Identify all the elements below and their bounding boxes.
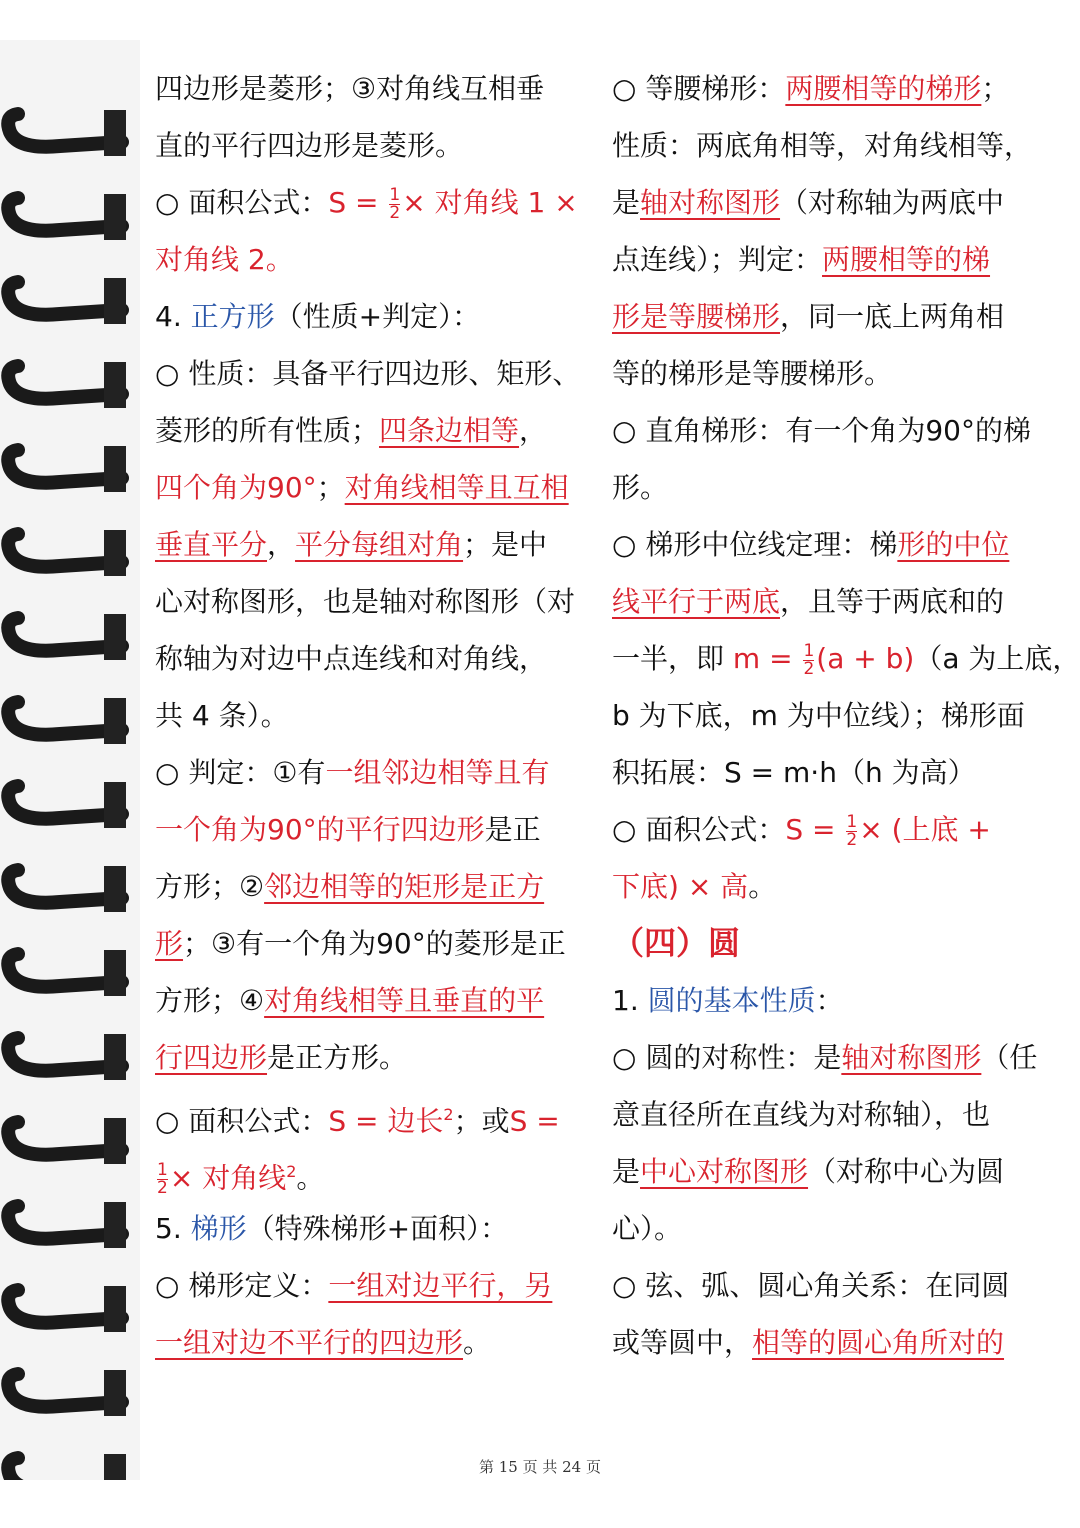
binding-hole (104, 1118, 126, 1164)
binding-hole (104, 362, 126, 408)
binding-hole (104, 782, 126, 828)
section-trapezoid-heading: 5. 梯形（特殊梯形+面积）： (155, 1212, 509, 1245)
page-footer: 第 15 页 共 24 页 (478, 1458, 601, 1476)
binding-hole (104, 1286, 126, 1332)
binding-hole (104, 110, 126, 156)
binding-hole (104, 1034, 126, 1080)
binding-hole (104, 278, 126, 324)
fraction-one-half: $\frac{1}{2}$ (803, 640, 815, 679)
fraction-one-half: $\frac{1}{2}$ (157, 1159, 168, 1198)
left-column: 四边形是菱形；③对角线互相垂 直的平行四边形是菱形。 ○ 面积公式：S = $\frac{1}{2}$ × 对角线 1 × 对角线 2。 4. 正方形（性质+判定）： ○ 性质：具备平行四边形、矩形、 菱形的所有性质；四条边相等， 四个角为90°；对角线相等且互相 垂直平分，平分每组对角；是中 心对称图形，也是轴对称图形（对 称轴为对边中点连线和对角线， 共 4 条）。 ○ 判定：①有一组邻边相等且有 一个角为90°的平行四边形是正 方形；②邻边相等的矩形是正方 形；③有一个角为90°的菱形是正 方形；④对角线相等且垂直的平 行四边形是正方形。 ○ 面积公式：S = 边长$^2$；或S = $\frac{1}{2}$ × 对角线$^2$。 5. 梯形（特殊梯形+面积）： ○ 梯形定义：一组对边平行，另 一组对边不平行的四边形。 (155, 72, 581, 1359)
binding-hole (104, 698, 126, 744)
binding-hole (104, 950, 126, 996)
fraction-one-half: $\frac{1}{2}$ (846, 811, 858, 850)
spiral-binding (0, 40, 140, 1480)
binding-hole (104, 446, 126, 492)
fraction-one-half: $\frac{1}{2}$ (389, 184, 401, 223)
binding-hole (104, 194, 126, 240)
binding-hole (104, 1202, 126, 1248)
right-column: ○ 等腰梯形：两腰相等的梯形； 性质：两底角相等，对角线相等， 是轴对称图形（对称轴为两底中 点连线）；判定：两腰相等的梯 形是等腰梯形，同一底上两角相 等的梯形是等腰梯形。 ○ 直角梯形：有一个角为90°的梯 形。 ○ 梯形中位线定理：梯形的中位 线平行于两底，且等于两底和的 一半，即 m = $\frac{1}{2}$ (a + b)（a 为上底， b 为下底，m 为中位线）；梯形面 积拓展：S = m·h（h 为高） ○ 面积公式：S = $\frac{1}{2}$ × (上底 + 下底) × 高。 （四）圆 1. 圆的基本性质： ○ 圆的对称性：是轴对称图形（任 意直径所在直线为对称轴），也 是中心对称图形（对称中心为圆 心）。 ○ 弦、弧、圆心角关系：在同圆 或等圆中，相等的圆心角所对的 (612, 72, 1080, 1359)
section-circle-heading: （四）圆 (612, 924, 741, 962)
binding-hole (104, 530, 126, 576)
binding-hole (104, 1370, 126, 1416)
circle-subsection-heading: 1. 圆的基本性质： (612, 984, 844, 1017)
section-square-heading: 4. 正方形（性质+判定）： (155, 300, 481, 333)
binding-hole (104, 866, 126, 912)
binding-hole (104, 614, 126, 660)
